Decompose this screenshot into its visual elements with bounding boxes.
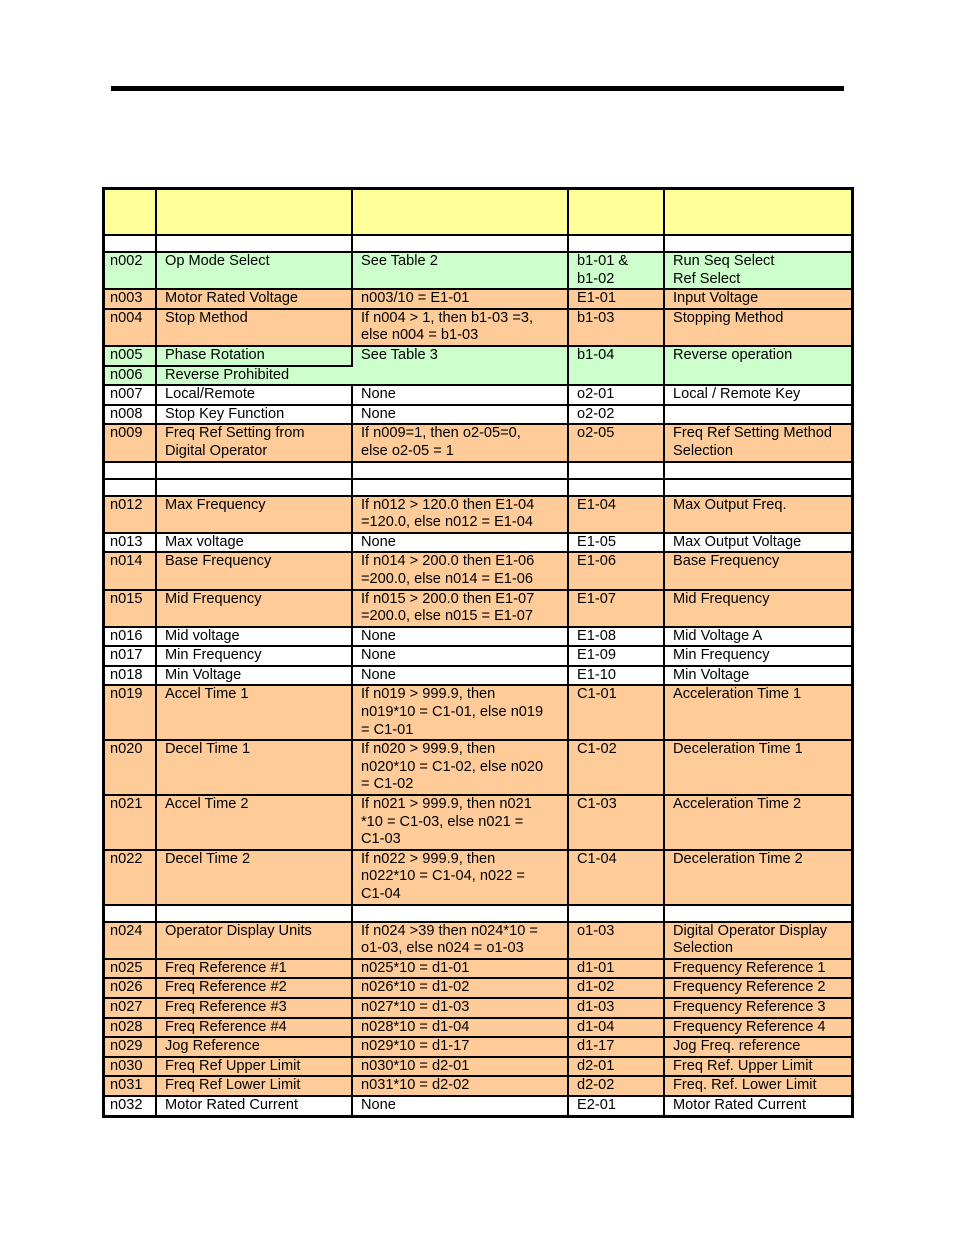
old-parameter-code: n018	[105, 667, 157, 687]
conversion-rule: If n020 > 999.9, then n020*10 = C1-02, else n020 = C1-02	[353, 741, 569, 796]
old-parameter-code: n027	[105, 999, 157, 1019]
table-row	[105, 1058, 851, 1078]
table-header-row	[105, 190, 851, 236]
old-parameter-code: n007	[105, 386, 157, 406]
new-parameter-name: Input Voltage	[665, 290, 851, 310]
old-parameter-code: n031	[105, 1077, 157, 1097]
conversion-rule: None	[353, 647, 569, 667]
table-row	[105, 999, 851, 1019]
new-parameter-name: Min Voltage	[665, 667, 851, 687]
header-cell	[105, 190, 157, 236]
old-parameter-name: Jog Reference	[157, 1038, 353, 1058]
header-cell	[569, 190, 665, 236]
new-parameter-name: Digital Operator Display Selection	[665, 923, 851, 960]
new-parameter-code: d1-04	[569, 1019, 665, 1039]
new-parameter-code: C1-04	[569, 851, 665, 906]
new-parameter-code: d1-17	[569, 1038, 665, 1058]
old-parameter-code: n030	[105, 1058, 157, 1078]
old-parameter-code: n017	[105, 647, 157, 667]
new-parameter-code: E1-10	[569, 667, 665, 687]
new-parameter-name: Mid Voltage A	[665, 628, 851, 648]
conversion-rule: None	[353, 1097, 569, 1115]
old-parameter-code: n002	[105, 253, 157, 290]
conversion-rule: If n012 > 120.0 then E1-04 =120.0, else n012 = E1-04	[353, 497, 569, 534]
conversion-rule: If n022 > 999.9, then n022*10 = C1-04, n022 = C1-04	[353, 851, 569, 906]
new-parameter-code: o2-01	[569, 386, 665, 406]
new-parameter-name: Frequency Reference 4	[665, 1019, 851, 1039]
old-parameter-name: Stop Method	[157, 310, 353, 347]
old-parameter-name: Min Frequency	[157, 647, 353, 667]
new-parameter-name: Run Seq Select Ref Select	[665, 253, 851, 290]
old-parameter-name: Freq Ref Upper Limit	[157, 1058, 353, 1078]
conversion-rule: If n015 > 200.0 then E1-07 =200.0, else n015 = E1-07	[353, 591, 569, 628]
new-parameter-code: d1-02	[569, 979, 665, 999]
conversion-rule: n028*10 = d1-04	[353, 1019, 569, 1039]
new-parameter-name: Mid Frequency	[665, 591, 851, 628]
old-parameter-code: n012	[105, 497, 157, 534]
new-parameter-code: E1-08	[569, 628, 665, 648]
blank-row	[105, 236, 851, 253]
new-parameter-name: Local / Remote Key	[665, 386, 851, 406]
top-rule	[111, 86, 844, 91]
conversion-rule: See Table 3	[353, 347, 569, 386]
old-parameter-name: Accel Time 2	[157, 796, 353, 851]
new-parameter-code: E1-05	[569, 534, 665, 554]
new-parameter-name: Min Frequency	[665, 647, 851, 667]
table-row	[105, 497, 851, 534]
new-parameter-code: d1-03	[569, 999, 665, 1019]
table-row	[105, 534, 851, 554]
table-row	[105, 1038, 851, 1058]
new-parameter-name: Deceleration Time 2	[665, 851, 851, 906]
new-parameter-name: Freq Ref Setting Method Selection	[665, 425, 851, 462]
header-cell	[353, 190, 569, 236]
new-parameter-name: Freq Ref. Upper Limit	[665, 1058, 851, 1078]
old-parameter-code: n009	[105, 425, 157, 462]
old-parameter-name: Local/Remote	[157, 386, 353, 406]
new-parameter-name: Frequency Reference 1	[665, 960, 851, 980]
conversion-rule: n003/10 = E1-01	[353, 290, 569, 310]
old-parameter-code: n028	[105, 1019, 157, 1039]
table-row	[105, 310, 851, 347]
conversion-rule: If n021 > 999.9, then n021 *10 = C1-03, else n021 = C1-03	[353, 796, 569, 851]
blank-row	[105, 906, 851, 923]
conversion-rule: If n024 >39 then n024*10 = o1-03, else n024 = o1-03	[353, 923, 569, 960]
table-row	[105, 628, 851, 648]
old-parameter-code: n025	[105, 960, 157, 980]
old-parameter-name: Freq Ref Setting from Digital Operator	[157, 425, 353, 462]
conversion-rule: See Table 2	[353, 253, 569, 290]
conversion-rule: n026*10 = d1-02	[353, 979, 569, 999]
new-parameter-code: E1-09	[569, 647, 665, 667]
old-parameter-name: Op Mode Select	[157, 253, 353, 290]
old-parameter-name: Phase Rotation	[157, 347, 353, 367]
old-parameter-code: n024	[105, 923, 157, 960]
new-parameter-code: C1-01	[569, 686, 665, 741]
table-row	[105, 741, 851, 796]
blank-row	[105, 463, 851, 480]
table-row	[105, 686, 851, 741]
new-parameter-code: b1-04	[569, 347, 665, 386]
blank-row	[105, 480, 851, 497]
new-parameter-name: Acceleration Time 1	[665, 686, 851, 741]
new-parameter-name: Stopping Method	[665, 310, 851, 347]
old-parameter-name: Min Voltage	[157, 667, 353, 687]
old-parameter-code: n015	[105, 591, 157, 628]
conversion-rule: None	[353, 386, 569, 406]
header-cell	[665, 190, 851, 236]
old-parameter-name: Freq Reference #3	[157, 999, 353, 1019]
conversion-rule: n031*10 = d2-02	[353, 1077, 569, 1097]
new-parameter-name: Frequency Reference 2	[665, 979, 851, 999]
new-parameter-code: C1-02	[569, 741, 665, 796]
new-parameter-code: C1-03	[569, 796, 665, 851]
old-parameter-code: n022	[105, 851, 157, 906]
old-parameter-code: n029	[105, 1038, 157, 1058]
table-row	[105, 290, 851, 310]
old-parameter-name: Mid Frequency	[157, 591, 353, 628]
new-parameter-code: E2-01	[569, 1097, 665, 1115]
new-parameter-code: o2-02	[569, 406, 665, 426]
table-row	[105, 923, 851, 960]
conversion-rule: If n014 > 200.0 then E1-06 =200.0, else n014 = E1-06	[353, 553, 569, 590]
conversion-rule: n029*10 = d1-17	[353, 1038, 569, 1058]
old-parameter-name: Accel Time 1	[157, 686, 353, 741]
conversion-rule: None	[353, 628, 569, 648]
old-parameter-name: Operator Display Units	[157, 923, 353, 960]
new-parameter-code: b1-03	[569, 310, 665, 347]
new-parameter-name: Max Output Freq.	[665, 497, 851, 534]
old-parameter-code: n004	[105, 310, 157, 347]
new-parameter-code: d2-01	[569, 1058, 665, 1078]
old-parameter-name: Reverse Prohibited	[157, 367, 353, 387]
table-row	[105, 667, 851, 687]
conversion-rule: None	[353, 534, 569, 554]
conversion-rule: n027*10 = d1-03	[353, 999, 569, 1019]
old-parameter-name: Base Frequency	[157, 553, 353, 590]
old-parameter-name: Freq Reference #1	[157, 960, 353, 980]
new-parameter-name: Max Output Voltage	[665, 534, 851, 554]
new-parameter-code: E1-04	[569, 497, 665, 534]
old-parameter-name: Motor Rated Voltage	[157, 290, 353, 310]
new-parameter-code: b1-01 & b1-02	[569, 253, 665, 290]
old-parameter-code: n019	[105, 686, 157, 741]
new-parameter-name: Freq. Ref. Lower Limit	[665, 1077, 851, 1097]
table-row	[105, 406, 851, 426]
table-row	[105, 591, 851, 628]
old-parameter-name: Max Frequency	[157, 497, 353, 534]
table-row	[105, 960, 851, 980]
old-parameter-code: n020	[105, 741, 157, 796]
new-parameter-code: d1-01	[569, 960, 665, 980]
conversion-rule: If n019 > 999.9, then n019*10 = C1-01, else n019 = C1-01	[353, 686, 569, 741]
conversion-rule: n030*10 = d2-01	[353, 1058, 569, 1078]
conversion-rule: If n009=1, then o2-05=0, else o2-05 = 1	[353, 425, 569, 462]
new-parameter-name: Deceleration Time 1	[665, 741, 851, 796]
old-parameter-name: Freq Reference #4	[157, 1019, 353, 1039]
new-parameter-name: Motor Rated Current	[665, 1097, 851, 1115]
new-parameter-code: E1-01	[569, 290, 665, 310]
table-row	[105, 851, 851, 906]
conversion-rule: If n004 > 1, then b1-03 =3, else n004 = b1-03	[353, 310, 569, 347]
table-row	[105, 979, 851, 999]
old-parameter-code: n006	[105, 367, 157, 387]
new-parameter-code: o2-05	[569, 425, 665, 462]
table-row	[105, 796, 851, 851]
table-row	[105, 386, 851, 406]
new-parameter-code: o1-03	[569, 923, 665, 960]
old-parameter-name: Freq Reference #2	[157, 979, 353, 999]
conversion-rule: None	[353, 406, 569, 426]
old-parameter-code: n014	[105, 553, 157, 590]
table-row	[105, 647, 851, 667]
new-parameter-code: d2-02	[569, 1077, 665, 1097]
table-row	[105, 425, 851, 462]
new-parameter-name: Reverse operation	[665, 347, 851, 386]
new-parameter-code: E1-07	[569, 591, 665, 628]
table-row	[105, 553, 851, 590]
table-row	[105, 1019, 851, 1039]
old-parameter-code: n013	[105, 534, 157, 554]
new-parameter-name: Jog Freq. reference	[665, 1038, 851, 1058]
parameter-conversion-table	[102, 187, 854, 1118]
old-parameter-name: Mid voltage	[157, 628, 353, 648]
old-parameter-name: Freq Ref Lower Limit	[157, 1077, 353, 1097]
header-cell	[157, 190, 353, 236]
old-parameter-code: n026	[105, 979, 157, 999]
table-row	[105, 253, 851, 290]
table-row	[105, 1077, 851, 1097]
old-parameter-code: n003	[105, 290, 157, 310]
old-parameter-name: Decel Time 2	[157, 851, 353, 906]
conversion-rule: None	[353, 667, 569, 687]
old-parameter-code: n008	[105, 406, 157, 426]
new-parameter-name: Base Frequency	[665, 553, 851, 590]
old-parameter-code: n005	[105, 347, 157, 367]
old-parameter-name: Decel Time 1	[157, 741, 353, 796]
table-row	[105, 347, 851, 367]
old-parameter-code: n032	[105, 1097, 157, 1115]
old-parameter-code: n021	[105, 796, 157, 851]
table-row	[105, 1097, 851, 1115]
old-parameter-name: Max voltage	[157, 534, 353, 554]
new-parameter-name: Acceleration Time 2	[665, 796, 851, 851]
old-parameter-name: Motor Rated Current	[157, 1097, 353, 1115]
new-parameter-code: E1-06	[569, 553, 665, 590]
new-parameter-name: Frequency Reference 3	[665, 999, 851, 1019]
old-parameter-name: Stop Key Function	[157, 406, 353, 426]
old-parameter-code: n016	[105, 628, 157, 648]
new-parameter-name	[665, 406, 851, 426]
conversion-rule: n025*10 = d1-01	[353, 960, 569, 980]
